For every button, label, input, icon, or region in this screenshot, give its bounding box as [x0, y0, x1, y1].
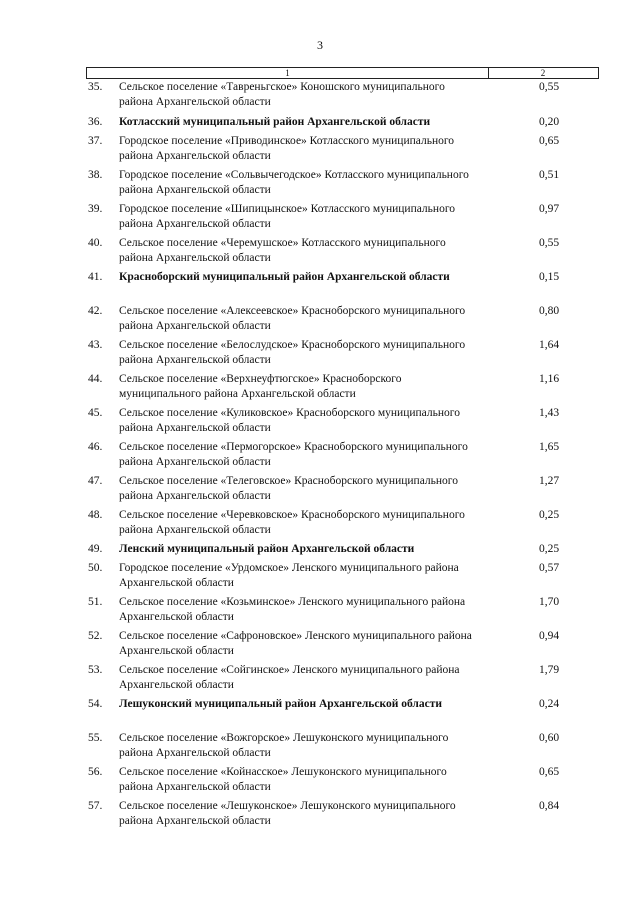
row-number: 36. [88, 116, 103, 128]
row-value: 0,25 [538, 543, 560, 555]
table-row [86, 508, 599, 542]
row-number: 42. [88, 305, 103, 317]
row-number: 43. [88, 339, 103, 351]
table-row [86, 440, 599, 474]
table-row [86, 80, 599, 115]
table-row [86, 236, 599, 270]
row-municipality-name: Сельское поселение «Лешуконское» Лешуконского муниципального района Архангельской области [119, 800, 456, 827]
row-municipality-name: Сельское поселение «Телеговское» Красноборского муниципального района Архангельской области [119, 475, 458, 502]
column-header-2: 2 [540, 68, 546, 78]
row-number: 35. [88, 81, 103, 93]
row-number: 44. [88, 373, 103, 385]
row-number: 45. [88, 407, 103, 419]
row-value: 1,27 [538, 475, 560, 487]
row-value: 0,94 [538, 630, 560, 642]
row-municipality-name: Городское поселение «Урдомское» Ленского муниципального района Архангельской области [119, 562, 459, 589]
table-header [86, 67, 599, 79]
table-body [86, 80, 599, 833]
row-value: 0,55 [538, 81, 560, 93]
row-municipality-name: Котласский муниципальный район Архангельской области [119, 116, 431, 128]
row-value: 1,65 [538, 441, 560, 453]
row-value: 0,57 [538, 562, 560, 574]
table-row [86, 595, 599, 629]
row-municipality-name: Городское поселение «Приводинское» Котласского муниципального района Архангельской области [119, 135, 455, 162]
row-number: 41. [88, 271, 103, 283]
table-row [86, 629, 599, 663]
row-number: 37. [88, 135, 103, 147]
row-number: 38. [88, 169, 103, 181]
row-municipality-name: Сельское поселение «Куликовское» Красноборского муниципального района Архангельской области [119, 407, 460, 434]
row-municipality-name: Сельское поселение «Верхнеуфтюгское» Красноборского муниципального района Архангельской области [119, 373, 402, 400]
row-value: 0,20 [538, 116, 560, 128]
table-row [86, 697, 599, 731]
row-number: 47. [88, 475, 103, 487]
row-value: 0,15 [538, 271, 560, 283]
row-value: 0,25 [538, 509, 560, 521]
row-municipality-name: Сельское поселение «Койнасское» Лешуконского муниципального района Архангельской области [119, 766, 447, 793]
table-row [86, 134, 599, 168]
row-municipality-name: Городское поселение «Сольвычегодское» Котласского муниципального района Архангельской области [119, 169, 469, 196]
row-municipality-name: Сельское поселение «Черемушское» Котласского муниципального района Архангельской области [119, 237, 446, 264]
table-row [86, 542, 599, 561]
row-value: 1,70 [538, 596, 560, 608]
table-row [86, 561, 599, 595]
row-municipality-name: Лешуконский муниципальный район Архангельской области [119, 698, 442, 710]
table-row [86, 731, 599, 765]
table-row [86, 765, 599, 799]
row-number: 50. [88, 562, 103, 574]
row-value: 0,84 [538, 800, 560, 812]
row-municipality-name: Сельское поселение «Черевковское» Красноборского муниципального района Архангельской области [119, 509, 465, 536]
row-number: 39. [88, 203, 103, 215]
table-row [86, 406, 599, 440]
row-value: 0,60 [538, 732, 560, 744]
row-value: 1,64 [538, 339, 560, 351]
table-row [86, 202, 599, 236]
row-municipality-name: Сельское поселение «Белослудское» Красноборского муниципального района Архангельской области [119, 339, 466, 366]
row-number: 51. [88, 596, 103, 608]
table-row [86, 799, 599, 833]
row-municipality-name: Сельское поселение «Пермогорское» Красноборского муниципального района Архангельской области [119, 441, 468, 468]
row-municipality-name: Сельское поселение «Вожгорское» Лешуконского муниципального района Архангельской области [119, 732, 449, 759]
row-value: 0,24 [538, 698, 560, 710]
row-municipality-name: Красноборский муниципальный район Архангельской области [119, 271, 450, 283]
row-municipality-name: Городское поселение «Шипицынское» Котласского муниципального района Архангельской области [119, 203, 455, 230]
row-number: 49. [88, 543, 103, 555]
row-number: 48. [88, 509, 103, 521]
row-municipality-name: Сельское поселение «Алексеевское» Красноборского муниципального района Архангельской области [119, 305, 466, 332]
row-value: 0,80 [538, 305, 560, 317]
row-municipality-name: Сельское поселение «Сойгинское» Ленского муниципального района Архангельской области [119, 664, 460, 691]
page-number: 3 [317, 38, 323, 52]
table-row [86, 270, 599, 304]
row-number: 54. [88, 698, 103, 710]
row-value: 1,43 [538, 407, 560, 419]
table-row [86, 663, 599, 697]
row-number: 55. [88, 732, 103, 744]
table-row [86, 168, 599, 202]
row-number: 52. [88, 630, 103, 642]
row-value: 0,51 [538, 169, 560, 181]
table-row [86, 115, 599, 134]
row-number: 46. [88, 441, 103, 453]
row-municipality-name: Сельское поселение «Козьминское» Ленского муниципального района Архангельской области [119, 596, 466, 623]
table-row [86, 372, 599, 406]
row-number: 56. [88, 766, 103, 778]
row-value: 0,55 [538, 237, 560, 249]
row-municipality-name: Ленский муниципальный район Архангельской области [119, 543, 415, 555]
row-value: 0,65 [538, 135, 560, 147]
row-number: 57. [88, 800, 103, 812]
row-value: 1,16 [538, 373, 560, 385]
row-number: 53. [88, 664, 103, 676]
column-header-1: 1 [87, 68, 489, 78]
row-value: 0,97 [538, 203, 560, 215]
row-municipality-name: Сельское поселение «Сафроновское» Ленского муниципального района Архангельской области [119, 630, 472, 657]
table-row [86, 304, 599, 338]
row-municipality-name: Сельское поселение «Тавреньгское» Коношского муниципального района Архангельской области [119, 81, 445, 108]
row-value: 1,79 [538, 664, 560, 676]
table-row [86, 338, 599, 372]
row-number: 40. [88, 237, 103, 249]
table-row [86, 474, 599, 508]
row-value: 0,65 [538, 766, 560, 778]
